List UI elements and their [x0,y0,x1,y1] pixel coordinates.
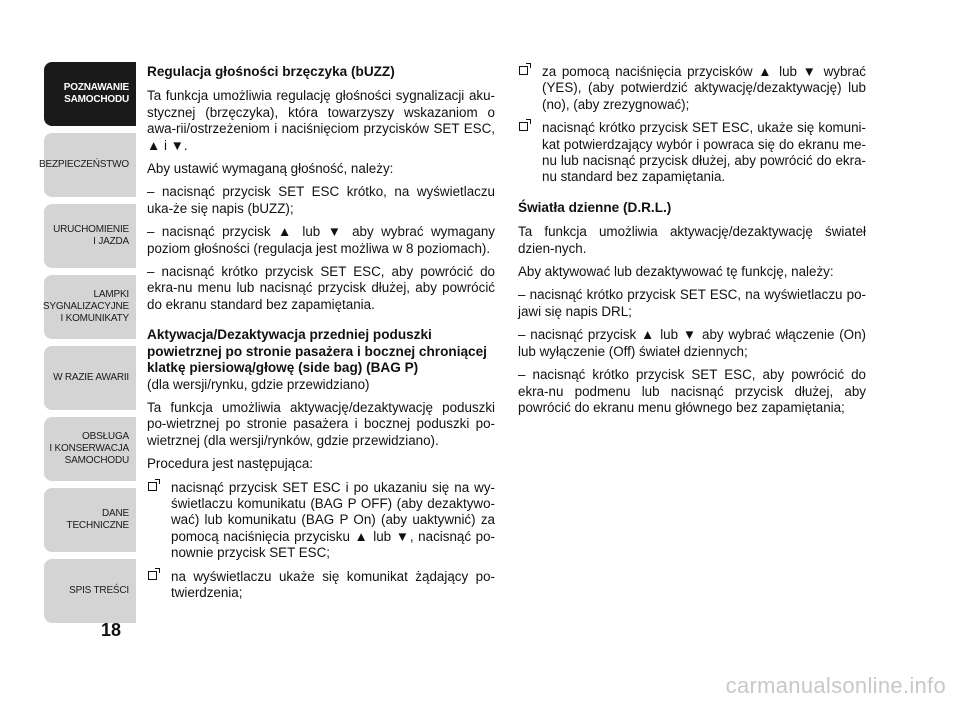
paragraph: Ta funkcja umożliwia aktywację/dezaktywację świateł dzien-nych. [518,224,866,256]
tab-lampki-sygnalizacyjne[interactable]: LAMPKI SYGNALIZACYJNE I KOMUNIKATY [44,275,136,339]
list-item-text: za pomocą naciśnięcia przycisków ▲ lub ▼ wybrać (YES), (aby potwierdzić aktywację/dezaktywację) lub (no), (aby zrezygnować); [542,64,866,112]
tab-uruchomienie-i-jazda[interactable]: URUCHOMIENIE I JAZDA [44,204,136,268]
tab-dane-techniczne[interactable]: DANE TECHNICZNE [44,488,136,552]
checkbox-bullet-icon [519,66,528,75]
left-column [147,64,495,608]
paragraph: – nacisnąć przycisk ▲ lub ▼ aby wybrać włączenie (On) lub wyłączenie (Off) świateł dziennych; [518,327,866,359]
list-item-text: nacisnąć przycisk SET ESC i po ukazaniu się na wy-świetlaczu komunikatu (BAG P OFF) (aby dezaktywo-wać) lub komunikatu (BAG P On) (aby uaktywnić) za pomocą naciśnięcia przycisku ▲ lub ▼, nacisnąć po-nownie przycisk SET ESC; [171,479,495,561]
tab-w-razie-awarii[interactable]: W RAZIE AWARII [44,346,136,410]
tab-spis-tresci[interactable]: SPIS TREŚCI [44,559,136,623]
paragraph: – nacisnąć krótko przycisk SET ESC, na wyświetlaczu po-jawi się napis DRL; [518,287,866,319]
list-item [518,120,866,186]
checkbox-bullet-icon [148,482,157,491]
tab-obsluga-i-konserwacja[interactable]: OBSŁUGA I KONSERWACJA SAMOCHODU [44,417,136,481]
paragraph: – nacisnąć przycisk ▲ lub ▼ aby wybrać wymagany poziom głośności (regulacja jest możliwa w 8 poziomach). [147,224,495,256]
page-number: 18 [101,620,122,640]
checkbox-bullet-icon [148,571,157,580]
watermark: carmanualsonline.info [725,673,946,698]
list-item-text: na wyświetlaczu ukaże się komunikat żądający po-twierdzenia; [171,568,495,600]
tab-bezpieczenstwo[interactable]: BEZPIECZEŃSTWO [44,133,136,197]
heading-airbag-subtitle: (dla wersji/rynku, gdzie przewidziano) [147,376,370,392]
paragraph: – nacisnąć krótko przycisk SET ESC, aby powrócić do ekra-nu menu lub nacisnąć przycisk dłużej, aby powrócić do ekranu standard bez zapamiętania. [147,264,495,312]
paragraph: Procedura jest następująca: [147,456,313,472]
paragraph: Ta funkcja umożliwia aktywację/dezaktywację poduszki po-wietrznej po stronie pasażera i bocznej poduszki po-wietrznej (dla wersji/rynków, gdzie przewidziano). [147,399,495,448]
checkbox-bullet-icon [519,122,528,131]
paragraph: – nacisnąć przycisk SET ESC krótko, na wyświetlaczu uka-że się napis (bUZZ); [147,184,495,216]
paragraph: – nacisnąć krótko przycisk SET ESC, aby powrócić do ekra-nu podmenu lub nacisnąć przycisk dłużej, aby powrócić do ekranu menu głównego bez zapamiętania; [518,367,866,415]
list-item [518,64,866,113]
paragraph: Aby aktywować lub dezaktywować tę funkcję, należy: [518,264,834,280]
list-item [147,480,495,562]
list-item-text: nacisnąć krótko przycisk SET ESC, ukaże się komuni-kat potwierdzający wybór i powraca się do ekranu me-nu lub nacisnąć przycisk dłużej, aby powrócić do ekra-nu standard bez zapamiętania. [542,120,866,185]
right-column [518,64,866,423]
heading-airbag: Aktywacja/Dezaktywacja przedniej poduszki powietrznej po stronie pasażera i bocznej chroniącej klatkę piersiową/głowę (side bag) (BAG P) [147,327,487,376]
list-item [147,569,495,602]
heading-daytime-lights: Światła dzienne (D.R.L.) [518,199,672,215]
tab-poznawanie-samochodu[interactable]: POZNAWANIE SAMOCHODU [44,62,136,126]
paragraph: Aby ustawić wymaganą głośność, należy: [147,161,394,177]
paragraph: Ta funkcja umożliwia regulację głośności sygnalizacji aku-stycznej (brzęczyka), która towarzyszy wskazaniom o awa-rii/ostrzeżeniom i naciśnięciom przycisków SET ESC, ▲ i ▼. [147,88,495,153]
heading-buzzer-volume: Regulacja głośności brzęczyka (bUZZ) [147,64,395,79]
